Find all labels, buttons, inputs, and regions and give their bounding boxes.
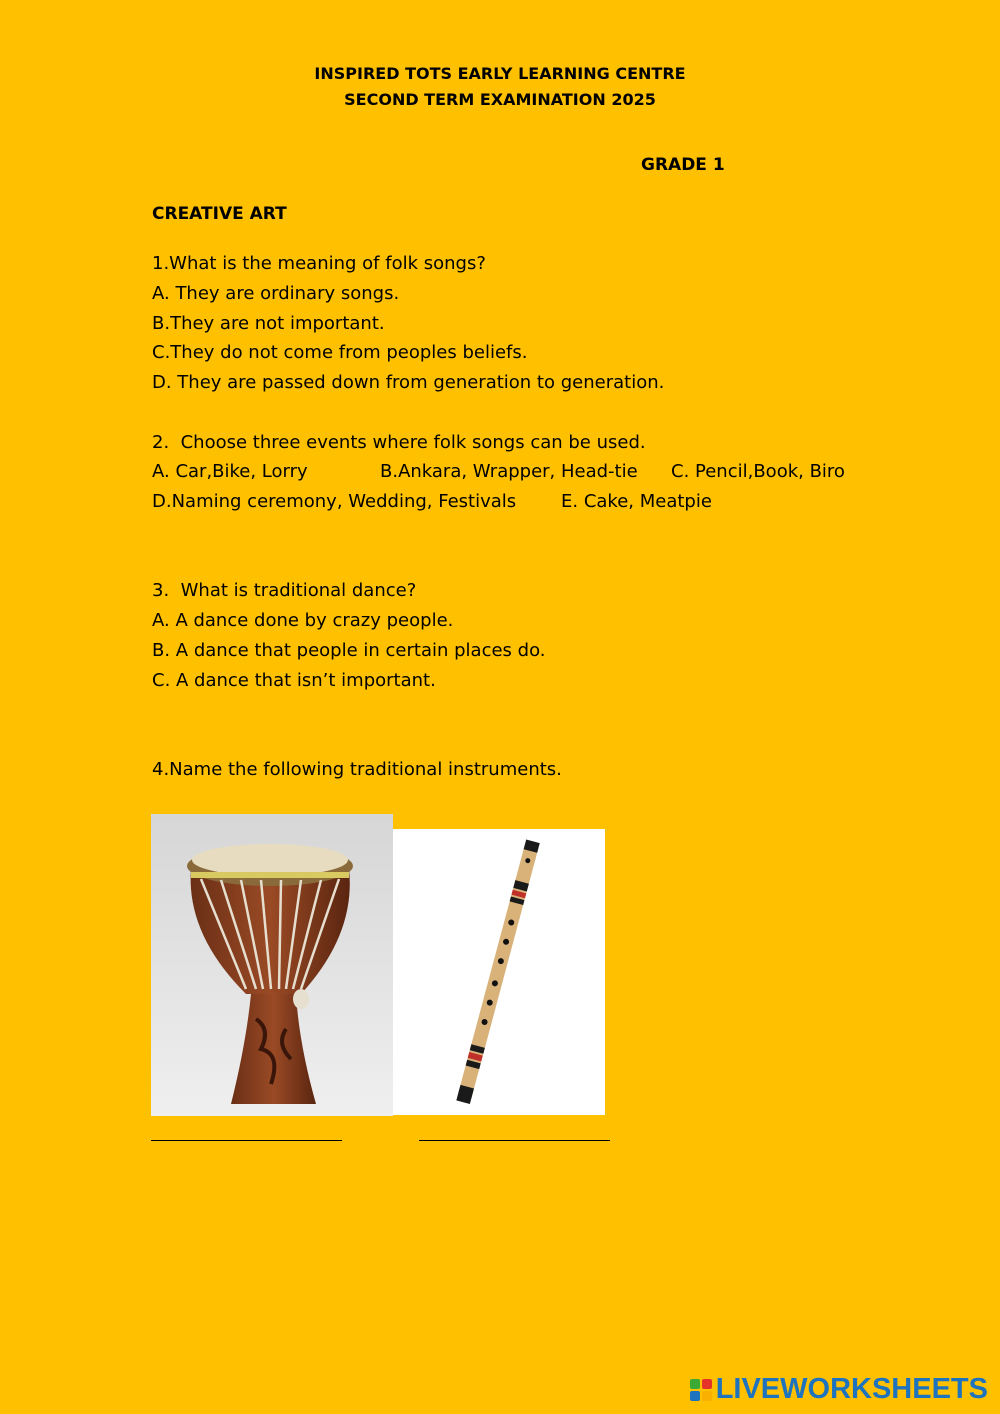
drum-answer-blank[interactable] <box>151 1140 342 1141</box>
school-name: INSPIRED TOTS EARLY LEARNING CENTRE <box>314 64 686 83</box>
question-3-option-a[interactable]: A. A dance done by crazy people. <box>152 610 454 631</box>
question-1-option-b[interactable]: B.They are not important. <box>152 313 385 334</box>
subject-title: CREATIVE ART <box>152 204 287 224</box>
question-2-option-a[interactable]: A. Car,Bike, Lorry <box>152 461 308 482</box>
liveworksheets-logo-icon <box>690 1379 712 1401</box>
question-3-prompt: 3. What is traditional dance? <box>152 580 417 601</box>
question-1-prompt: 1.What is the meaning of folk songs? <box>152 253 486 274</box>
question-1-option-c[interactable]: C.They do not come from peoples beliefs. <box>152 342 528 363</box>
flute-answer-blank[interactable] <box>419 1140 610 1141</box>
flute-icon <box>393 829 605 1115</box>
question-3-option-b[interactable]: B. A dance that people in certain places do. <box>152 640 546 661</box>
liveworksheets-wordmark: LIVEWORKSHEETS <box>715 1373 988 1405</box>
exam-title: SECOND TERM EXAMINATION 2025 <box>344 90 656 109</box>
djembe-drum-image <box>151 814 393 1116</box>
grade-label: GRADE 1 <box>641 155 725 175</box>
question-4-prompt: 4.Name the following traditional instruments. <box>152 759 562 780</box>
question-2-option-c[interactable]: C. Pencil,Book, Biro <box>671 461 845 482</box>
question-1-option-a[interactable]: A. They are ordinary songs. <box>152 283 400 304</box>
drum-icon <box>151 814 393 1116</box>
liveworksheets-brand <box>690 1373 988 1406</box>
bamboo-flute-image <box>393 829 605 1115</box>
question-2-option-d[interactable]: D.Naming ceremony, Wedding, Festivals <box>152 491 517 512</box>
question-2-option-b[interactable]: B.Ankara, Wrapper, Head-tie <box>380 461 638 482</box>
question-2-prompt: 2. Choose three events where folk songs can be used. <box>152 432 646 453</box>
question-1-option-d[interactable]: D. They are passed down from generation to generation. <box>152 372 665 393</box>
question-3-option-c[interactable]: C. A dance that isn’t important. <box>152 670 436 691</box>
question-2-option-e[interactable]: E. Cake, Meatpie <box>561 491 712 512</box>
